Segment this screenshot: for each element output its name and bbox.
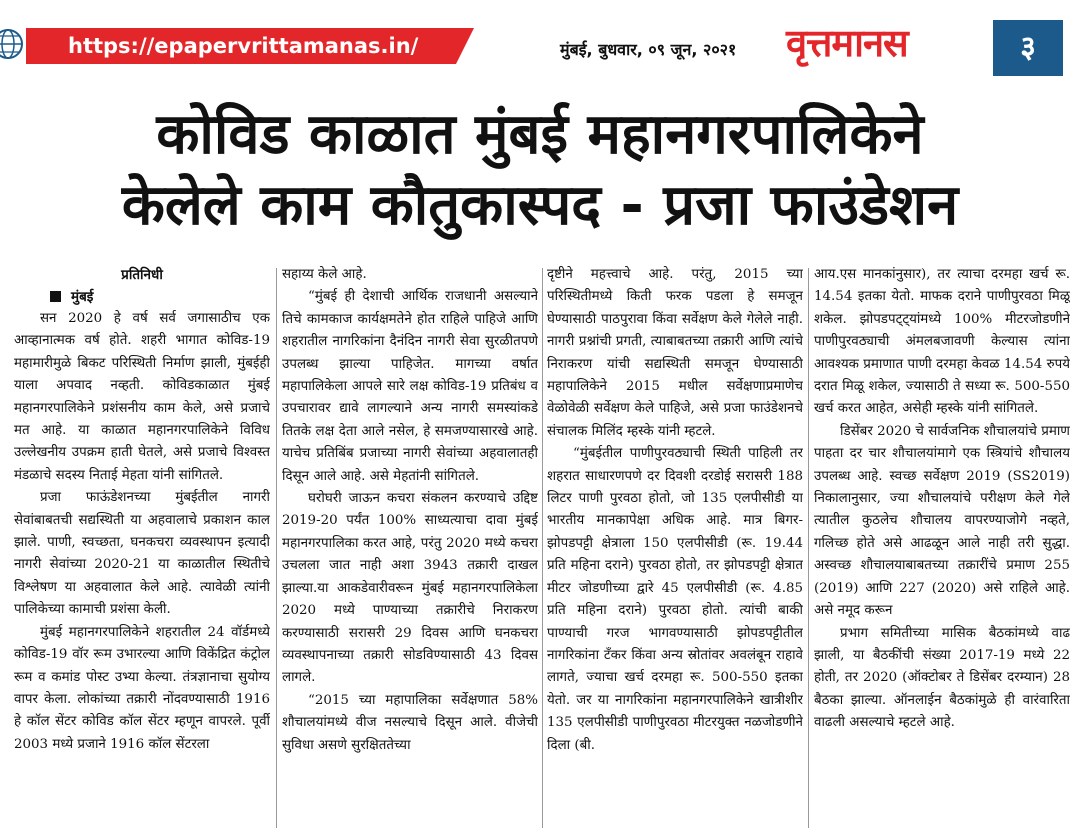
page-number: ३ <box>993 20 1063 76</box>
paragraph: प्रभाग समितीच्या मासिक बैठकांमध्ये वाढ झाली, या बैठकींची संख्या 2017-19 मध्ये 22 होती, तर 2020 (ऑक्टोबर ते डिसेंबर दरम्यान) 28 बैठका झाल्या. ऑनलाईन बैठकांमुळे ही वारंवारिता वाढली असल्याचे म्हटले आहे. <box>814 625 1070 731</box>
dateline-place <box>14 286 270 308</box>
url-banner[interactable] <box>26 28 456 64</box>
article-column-1 <box>14 264 270 829</box>
bullet-square-icon <box>50 291 61 302</box>
headline <box>0 100 1080 242</box>
url-text[interactable]: https://epapervrittamanas.in/ <box>68 34 419 58</box>
article-column-4 <box>814 264 1070 829</box>
url-banner-slant <box>456 28 474 64</box>
paragraph: सन 2020 हे वर्ष सर्व जगासाठीच एक आव्हानात्मक वर्ष होते. शहरी भागात कोविड-19 महामारीमुळे बिकट परिस्थिती निर्माण झाली, मुंबईही याला अपवाद नव्हती. कोविडकाळात मुंबई महानगरपालिकेने प्रशंसनीय काम केले, असे प्रजाचे मत आहे. या काळात महानगरपालिकेने विविध उल्लेखनीय उपक्रम हाती घेतले, असे प्रजाचे विश्वस्त मंडळाचे सदस्य निताई मेहता यांनी सांगितले. <box>14 311 270 483</box>
paragraph: घरोघरी जाऊन कचरा संकलन करण्याचे उद्दिष्ट 2019-20 पर्यंत 100% साध्यत्याचा दावा मुंबई महानगरपालिका करत आहे, परंतु 2020 मध्ये कचरा उचलला जात नाही अशा 3943 तक्रारी दाखल झाल्या.या आकडेवारीवरून मुंबई महानगरपालिकेला 2020 मध्ये पाण्याच्या तक्रारीचे निराकरण करण्यासाठी सरासरी 29 दिवस आणि घनकचरा व्यवस्थापनाच्या तक्रारी सोडविण्यासाठी 43 दिवस लागले. <box>282 491 538 686</box>
column-divider <box>808 268 809 828</box>
headline-line-1: कोविड काळात मुंबई महानगरपालिकेने <box>156 102 924 167</box>
place-label: मुंबई <box>71 289 94 305</box>
column-divider <box>542 268 543 828</box>
paragraph: सहाय्य केले आहे. <box>282 267 367 282</box>
paragraph: डिसेंबर 2020 चे सार्वजनिक शौचालयांचे प्रमाण पाहता दर चार शौचालयांमागे एक स्त्रियांचे शौचालय उपलब्ध आहे. स्वच्छ सर्वेक्षण 2019 (SS2019) निकालानुसार, ज्या शौचालयांचे परीक्षण केले गेले त्यातील कुठलेच शौचालय वापरण्याजोगे नव्हते, गलिच्छ होते असे आढळून आले नाही तरी सुद्धा. अस्वच्छ शौचालयाबाबतच्या तक्रारींचे प्रमाण 255 (2019) आणि 227 (2020) असे राहिले आहे. असे नमूद करून <box>814 423 1070 619</box>
paragraph: “मुंबई ही देशाची आर्थिक राजधानी असल्याने तिचे कामकाज कार्यक्षमतेने होत राहिले पाहिजे आणि शहरातील नागरिकांना दैनंदिन नागरी सेवा सुरळीतपणे उपलब्ध झाल्या पाहिजेत. मागच्या वर्षात महापालिकेला आपले सारे लक्ष कोविड-19 प्रतिबंध व उपचारावर द्यावे लागल्याने अन्य नागरी समस्यांकडे तितके लक्ष देता आले नसेल, हे समजण्यासारखे आहे. याचेच प्रतिबिंब प्रजाच्या नागरी सेवांच्या अहवालातही दिसून आले आहे. असे मेहतांनी सांगितले. <box>282 289 538 484</box>
headline-line-2: केलेले काम कौतुकास्पद - प्रजा फाउंडेशन <box>121 173 959 238</box>
dateline: मुंबई, बुधवार, ०९ जून, २०२१ <box>560 40 737 59</box>
article-column-2 <box>282 264 538 829</box>
page-header <box>0 0 1080 96</box>
paragraph: “मुंबईतील पाणीपुरवठ्याची स्थिती पाहिली तर शहरात साधारणपणे दर दिवशी दरडोई सरासरी 188 लिटर पाणी पुरवठा होतो, जो 135 एलपीसीडी या भारतीय मानकापेक्षा अधिक आहे. मात्र बिगर-झोपडपट्टी क्षेत्राला 150 एलपीसीडी (रू. 19.44 प्रति महिना दराने) पुरवठा होतो, तर झोपडपट्टी क्षेत्रात मीटर जोडणीच्या द्वारे 45 एलपीसीडी (रू. 4.85 प्रति महिना दराने) पुरवठा होतो. त्यांची बाकी पाण्याची गरज भागवण्यासाठी झोपडपट्टीतील नागरिकांना टँकर किंवा अन्य स्रोतांवर अवलंबून राहावे लागते, ज्याचा खर्च दरमहा रू. 500-550 इतका येतो. जर या नागरिकांना महानगरपालिकेने खात्रीशीर 135 एलपीसीडी पाणीपुरवठा मीटरयुक्त नळजोडणीने दिला (बी. <box>547 446 803 753</box>
globe-icon <box>0 24 24 64</box>
byline: प्रतिनिधी <box>121 267 163 283</box>
article-column-3 <box>547 264 803 829</box>
paragraph: आय.एस मानकांनुसार), तर त्याचा दरमहा खर्च रू. 14.54 इतका येतो. माफक दराने पाणीपुरवठा मिळू शकेल. झोपडपट्ट्यांमध्ये 100% मीटरजोडणीने पाणीपुरवठ्याची अंमलबजावणी केल्यास त्यांना आवश्यक प्रमाणात पाणी दरमहा केवळ 14.54 रुपये दरात मिळू शकेल, ज्यासाठी ते सध्या रू. 500-550 खर्च करत आहेत, असेही म्हस्के यांनी सांगितले. <box>814 267 1070 417</box>
paragraph: प्रजा फाऊंडेशनच्या मुंबईतील नागरी सेवांबाबतची सद्यस्थिती या अहवालाचे प्रकाशन काल झाले. पाणी, स्वच्छता, घनकचरा व्यवस्थापन इत्यादी नागरी सेवांच्या 2020-21 या काळातील स्थितीचे विश्लेषण या अहवालात केले आहे. त्यावेळी त्यांनी पालिकेच्या कामाची प्रशंसा केली. <box>14 490 270 618</box>
masthead-logo: वृत्तमानस <box>786 21 908 65</box>
paragraph: “2015 च्या महापालिका सर्वेक्षणात 58% शौचालयांमध्ये वीज नसल्याचे दिसून आले. वीजेची सुविधा असणे सुरक्षिततेच्या <box>282 692 538 753</box>
paragraph: मुंबई महानगरपालिकेने शहरातील 24 वॉर्डमध्ये कोविड-19 वॉर रूम उभारल्या आणि विकेंद्रित कंट्रोल रूम व कमांड पोस्ट उभ्या केल्या. तंत्रज्ञानाचा सुयोग्य वापर केला. लोकांच्या तक्रारी नोंदवण्यासाठी 1916 हे कॉल सेंटर कोविड कॉल सेंटर म्हणून वापरले. पूर्वी 2003 मध्ये प्रजाने 1916 कॉल सेंटरला <box>14 624 270 752</box>
paragraph: दृष्टीने महत्त्वाचे आहे. परंतु, 2015 च्या परिस्थितीमध्ये किती फरक पडला हे समजून घेण्यासाठी पाठपुरावा किंवा सर्वेक्षण केले गेलेले नाही. नागरी प्रश्नांची प्रगती, त्याबाबतच्या तक्रारी आणि त्यांचे निराकरण यांची सद्यस्थिती समजून घेण्यासाठी महापालिकेने 2015 मधील सर्वेक्षणाप्रमाणेच वेळोवेळी सर्वेक्षण केले पाहिजे, असे प्रजा फाउंडेशनचे संचालक मिलिंद म्हस्के यांनी म्हटले. <box>547 267 803 439</box>
column-divider <box>276 268 277 828</box>
